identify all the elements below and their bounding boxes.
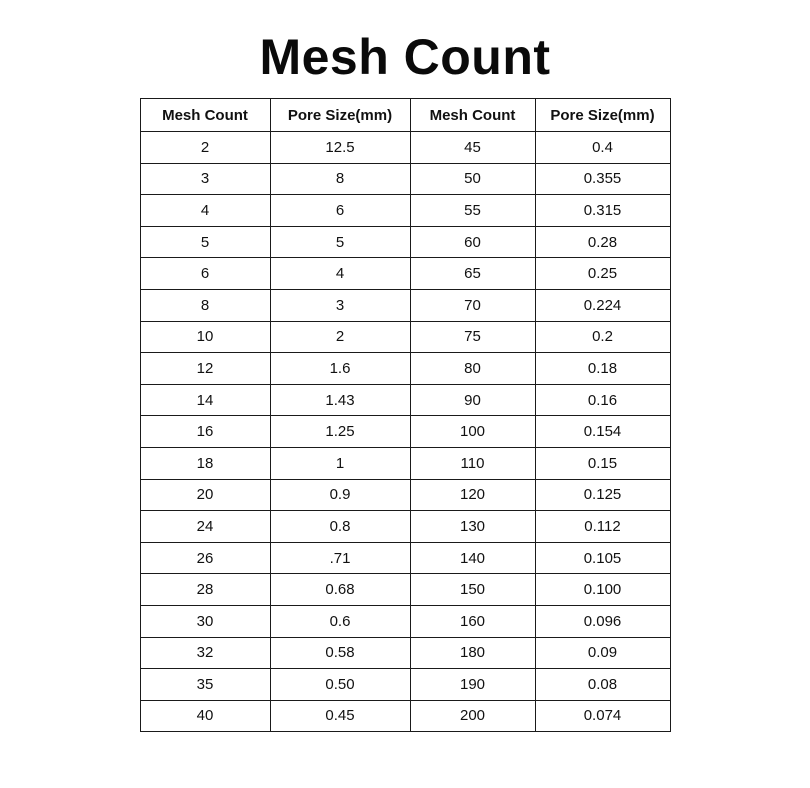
page-title: Mesh Count — [259, 29, 551, 85]
table-cell: 0.4 — [535, 132, 670, 164]
table-row — [140, 511, 670, 543]
table-cell: 0.100 — [535, 574, 670, 606]
table-row — [140, 226, 670, 258]
table-cell: 10 — [140, 321, 270, 353]
table-cell: 20 — [140, 479, 270, 511]
table-cell: 8 — [140, 289, 270, 321]
table-row — [140, 447, 670, 479]
table-cell: 3 — [270, 289, 410, 321]
table-cell: 0.45 — [270, 700, 410, 732]
table-cell: 1.25 — [270, 416, 410, 448]
table-cell: 8 — [270, 163, 410, 195]
table-cell: 2 — [270, 321, 410, 353]
table-cell: 100 — [410, 416, 535, 448]
table-row — [140, 321, 670, 353]
table-row — [140, 669, 670, 701]
table-cell: 12 — [140, 353, 270, 385]
table-cell: 24 — [140, 511, 270, 543]
table-cell: 0.25 — [535, 258, 670, 290]
table-cell: 4 — [140, 195, 270, 227]
table-cell: 4 — [270, 258, 410, 290]
table-container — [0, 98, 810, 732]
table-cell: 16 — [140, 416, 270, 448]
table-row — [140, 416, 670, 448]
table-row — [140, 195, 670, 227]
table-cell: 6 — [140, 258, 270, 290]
column-header-mesh-count-right: Mesh Count — [410, 99, 535, 132]
table-cell: 70 — [410, 289, 535, 321]
table-row — [140, 384, 670, 416]
table-header — [140, 99, 670, 132]
table-header-row — [140, 99, 670, 132]
table-cell: 50 — [410, 163, 535, 195]
table-cell: 0.28 — [535, 226, 670, 258]
table-cell: 0.08 — [535, 669, 670, 701]
table-cell: 35 — [140, 669, 270, 701]
table-cell: 0.09 — [535, 637, 670, 669]
table-row — [140, 163, 670, 195]
table-cell: 110 — [410, 447, 535, 479]
table-cell: 80 — [410, 353, 535, 385]
table-cell: 3 — [140, 163, 270, 195]
table-cell: 0.6 — [270, 605, 410, 637]
table-cell: 200 — [410, 700, 535, 732]
table-row — [140, 132, 670, 164]
table-cell: 160 — [410, 605, 535, 637]
table-cell: 28 — [140, 574, 270, 606]
table-cell: 6 — [270, 195, 410, 227]
table-cell: 120 — [410, 479, 535, 511]
table-cell: 0.8 — [270, 511, 410, 543]
table-cell: 0.16 — [535, 384, 670, 416]
table-cell: 0.074 — [535, 700, 670, 732]
table-cell: 40 — [140, 700, 270, 732]
table-cell: 130 — [410, 511, 535, 543]
table-cell: 1 — [270, 447, 410, 479]
table-cell: 0.68 — [270, 574, 410, 606]
table-row — [140, 479, 670, 511]
table-cell: 150 — [410, 574, 535, 606]
table-cell: 180 — [410, 637, 535, 669]
table-cell: 0.105 — [535, 542, 670, 574]
table-cell: 14 — [140, 384, 270, 416]
table-cell: 90 — [410, 384, 535, 416]
table-cell: 0.355 — [535, 163, 670, 195]
table-cell: 0.315 — [535, 195, 670, 227]
table-cell: 0.2 — [535, 321, 670, 353]
table-cell: 45 — [410, 132, 535, 164]
table-cell: 0.096 — [535, 605, 670, 637]
table-row — [140, 353, 670, 385]
table-cell: 5 — [140, 226, 270, 258]
table-cell: 0.9 — [270, 479, 410, 511]
column-header-pore-size-left: Pore Size(mm) — [270, 99, 410, 132]
table-cell: 0.58 — [270, 637, 410, 669]
table-cell: 5 — [270, 226, 410, 258]
table-cell: 0.112 — [535, 511, 670, 543]
table-cell: 18 — [140, 447, 270, 479]
table-cell: 32 — [140, 637, 270, 669]
table-row — [140, 700, 670, 732]
table-cell: 55 — [410, 195, 535, 227]
table-cell: 0.15 — [535, 447, 670, 479]
table-cell: 190 — [410, 669, 535, 701]
table-cell: 2 — [140, 132, 270, 164]
column-header-pore-size-right: Pore Size(mm) — [535, 99, 670, 132]
table-cell: 12.5 — [270, 132, 410, 164]
table-cell: 60 — [410, 226, 535, 258]
table-cell: 75 — [410, 321, 535, 353]
table-cell: 0.50 — [270, 669, 410, 701]
table-cell: 65 — [410, 258, 535, 290]
table-row — [140, 574, 670, 606]
table-body — [140, 132, 670, 732]
table-cell: 0.224 — [535, 289, 670, 321]
table-row — [140, 605, 670, 637]
table-row — [140, 637, 670, 669]
table-cell: 26 — [140, 542, 270, 574]
table-cell: 30 — [140, 605, 270, 637]
table-cell: .71 — [270, 542, 410, 574]
table-row — [140, 289, 670, 321]
table-cell: 1.43 — [270, 384, 410, 416]
table-row — [140, 258, 670, 290]
column-header-mesh-count-left: Mesh Count — [140, 99, 270, 132]
table-cell: 0.18 — [535, 353, 670, 385]
table-cell: 0.125 — [535, 479, 670, 511]
table-row — [140, 542, 670, 574]
mesh-count-table — [140, 98, 671, 732]
table-cell: 140 — [410, 542, 535, 574]
table-cell: 1.6 — [270, 353, 410, 385]
table-cell: 0.154 — [535, 416, 670, 448]
